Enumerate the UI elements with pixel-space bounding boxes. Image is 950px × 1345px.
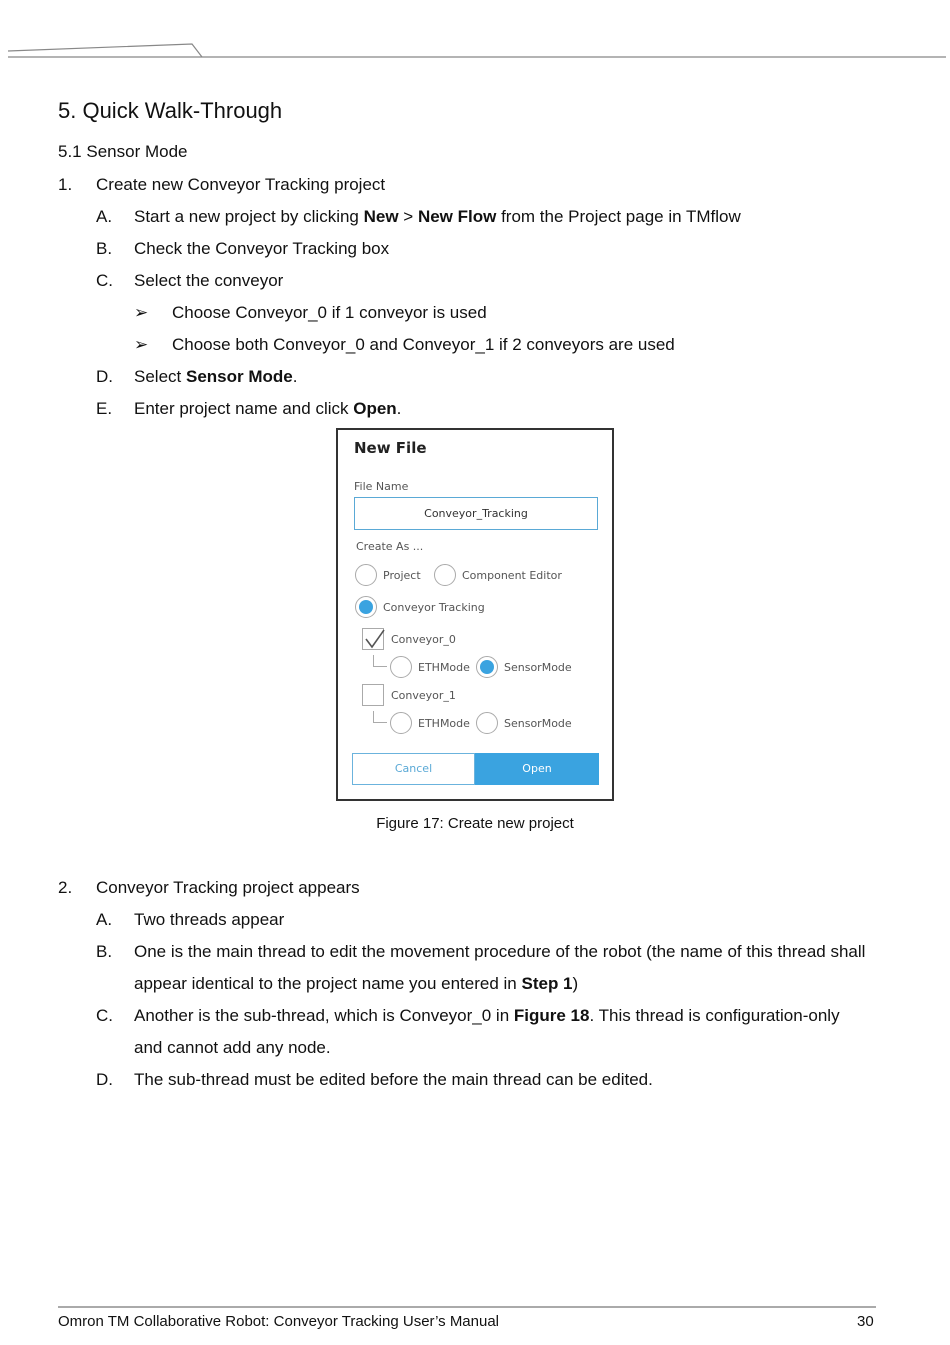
step1-text: Create new Conveyor Tracking project [96, 175, 386, 194]
step1-d-text: Select Sensor Mode. [134, 367, 298, 386]
tree-connector [373, 655, 387, 667]
page-number: 30 [857, 1313, 874, 1330]
step2-d-marker: D. [96, 1070, 113, 1089]
step2-c-marker: C. [96, 1006, 113, 1025]
step2-d-text: The sub-thread must be edited before the main thread can be edited. [134, 1070, 653, 1089]
conveyor0-sensor-radio[interactable] [476, 656, 498, 678]
conveyor1-label: Conveyor_1 [391, 689, 456, 702]
step1-d-marker: D. [96, 367, 113, 386]
create-as-label: Create As ... [356, 540, 424, 553]
subsection-label: Sensor Mode [86, 142, 188, 161]
project-radio[interactable] [355, 564, 377, 586]
step1-b-text: Check the Conveyor Tracking box [134, 239, 390, 258]
conveyor1-eth-radio[interactable] [390, 712, 412, 734]
sensor-mode-keyword: Sensor Mode [185, 367, 293, 386]
conveyor0-eth-label: ETHMode [418, 661, 470, 674]
step2-c-line1: Another is the sub-thread, which is Conveyor_0 in Figure 18. This thread is configuration-only [134, 1006, 840, 1025]
step1-number: 1. [58, 175, 73, 194]
open-keyword: Open [353, 399, 397, 418]
file-name-input[interactable] [354, 497, 598, 530]
bullet-item: Choose Conveyor_0 if 1 conveyor is used [172, 303, 487, 322]
step2-text: Conveyor Tracking project appears [96, 878, 360, 897]
step2-b-line1: One is the main thread to edit the movement procedure of the robot (the name of this thread shall [134, 942, 866, 961]
conveyor-tracking-radio[interactable] [355, 596, 377, 618]
new-file-dialog-figure [336, 428, 614, 801]
step2-c-line2: and cannot add any node. [134, 1038, 331, 1057]
tree-connector [373, 711, 387, 723]
subsection-number: 5.1 [58, 142, 82, 161]
footer-rule [58, 1306, 876, 1308]
new-flow-keyword: New Flow [417, 207, 497, 226]
header-rule [0, 0, 950, 70]
figure18-keyword: Figure 18 [513, 1006, 590, 1025]
conveyor0-eth-radio[interactable] [390, 656, 412, 678]
component-editor-radio[interactable] [434, 564, 456, 586]
step2-b-marker: B. [96, 942, 113, 961]
step2-b-line2: appear identical to the project name you entered in Step 1) [134, 974, 579, 993]
step1-c-text: Select the conveyor [134, 271, 284, 290]
file-name-value: Conveyor_Tracking [424, 507, 528, 520]
component-editor-option-label: Component Editor [462, 569, 562, 582]
conveyor1-checkbox[interactable] [362, 684, 384, 706]
conveyor0-label: Conveyor_0 [391, 633, 456, 646]
conveyor0-checkbox[interactable] [362, 628, 384, 650]
conveyor1-sensor-radio[interactable] [476, 712, 498, 734]
dialog-title: New File [354, 439, 427, 457]
step1-e-marker: E. [96, 399, 113, 418]
file-name-label: File Name [354, 480, 409, 493]
step2-a-text: Two threads appear [134, 910, 285, 929]
conveyor1-sensor-label: SensorMode [504, 717, 572, 730]
step1-a-marker: A. [96, 207, 113, 226]
conveyor1-eth-label: ETHMode [418, 717, 470, 730]
project-option-label: Project [383, 569, 421, 582]
step2-number: 2. [58, 878, 73, 897]
conveyor0-sensor-label: SensorMode [504, 661, 572, 674]
section-title: 5. Quick Walk-Through [58, 98, 283, 123]
bullet-item: Choose both Conveyor_0 and Conveyor_1 if 2 conveyors are used [172, 335, 675, 354]
open-button[interactable]: Open [475, 753, 599, 785]
step1-c-marker: C. [96, 271, 113, 290]
arrow-bullet-icon: ➢ [134, 335, 149, 354]
cancel-button[interactable]: Cancel [352, 753, 475, 785]
new-keyword: New [363, 207, 399, 226]
checkmark-icon [363, 629, 385, 651]
figure-caption: Figure 17: Create new project [376, 815, 574, 832]
step1-b-marker: B. [96, 239, 113, 258]
step2-a-marker: A. [96, 910, 113, 929]
arrow-bullet-icon: ➢ [134, 303, 149, 322]
footer-title: Omron TM Collaborative Robot: Conveyor Tracking User’s Manual [58, 1313, 500, 1330]
subsection-title [58, 142, 188, 162]
step1-e-text: Enter project name and click Open. [134, 399, 402, 418]
step1-a-text: Start a new project by clicking New > New Flow from the Project page in TMflow [134, 207, 741, 226]
step1-keyword: Step 1 [521, 974, 573, 993]
conveyor-tracking-option-label: Conveyor Tracking [383, 601, 485, 614]
